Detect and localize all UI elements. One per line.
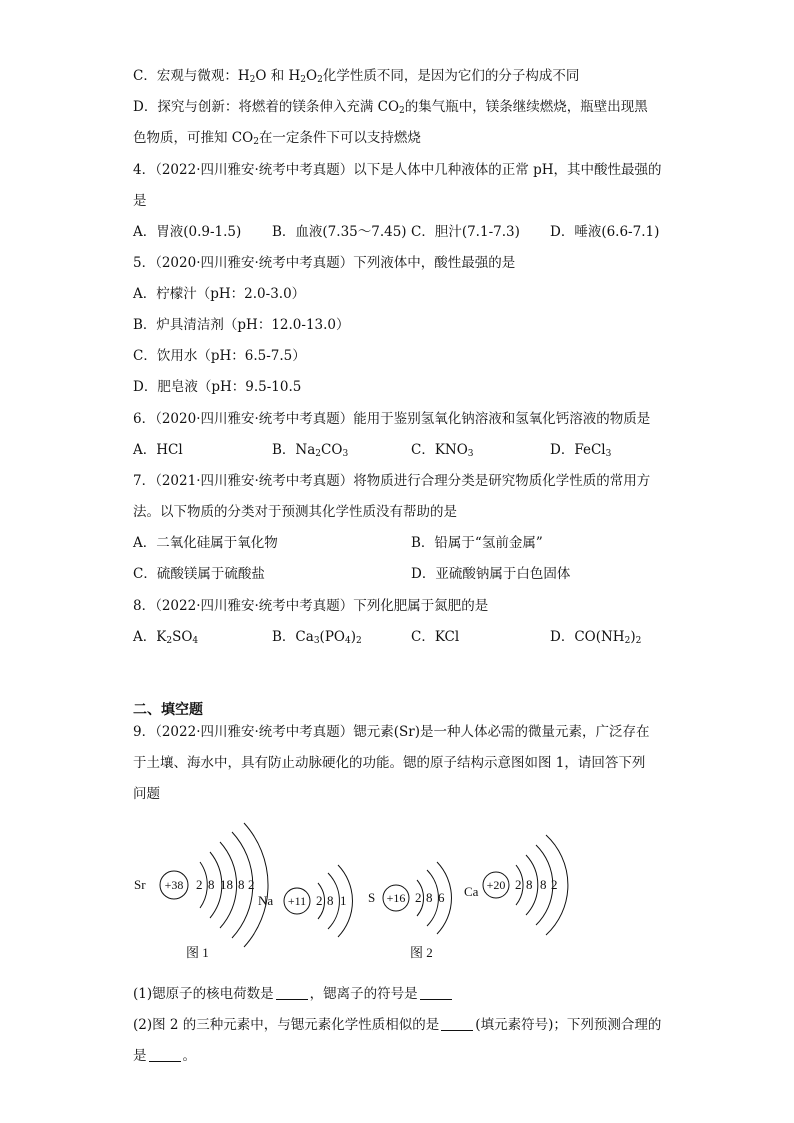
s-shell-electrons-2: 8 — [426, 890, 433, 905]
q8-option-b: B．$Ca_3(PO_4)_2$ — [272, 629, 362, 646]
q7-stem-line1: 7．（2021·四川雅安·统考中考真题）将物质进行合理分类是研究物质化学性质的常用方 — [133, 473, 651, 489]
q4-option-b: B．血液(7.35～7.45) — [272, 224, 407, 240]
q9-stem-line1: 9．（2022·四川雅安·统考中考真题）锶元素(Sr)是一种人体必需的微量元素，广泛存在 — [133, 724, 650, 740]
q3-option-c: C．宏观与微观：$H_2O$ 和 $H_2O_2$化学性质不同，是因为它们的分子构成不同 — [133, 68, 580, 85]
q7-option-a: A．二氧化硅属于氧化物 — [133, 535, 278, 551]
q3-option-d-line1: D．探究与创新：将燃着的镁条伸入充满 $CO_2$的集气瓶中，镁条继续燃烧，瓶壁出现黑 — [133, 99, 648, 116]
ca-nucleus-charge: +20 — [486, 878, 506, 892]
q3-option-d-line2: 色物质，可推知 $CO_2$在一定条件下可以支持燃烧 — [133, 130, 421, 147]
answer-blank-4[interactable] — [149, 1047, 181, 1062]
q9-stem-line3: 问题 — [133, 786, 160, 802]
q9-stem-line2: 于土壤、海水中，具有防止动脉硬化的功能。锶的原子结构示意图如图 1，请回答下列 — [133, 755, 646, 771]
q6-option-b: B．$Na_2CO_3$ — [272, 442, 349, 459]
q8-option-a: A．$K_2SO_4$ — [133, 629, 199, 646]
q5-stem: 5．（2020·四川雅安·统考中考真题）下列液体中，酸性最强的是 — [133, 255, 516, 271]
na-shell-electrons-3: 1 — [340, 893, 347, 908]
q4-stem-line2: 是 — [133, 193, 147, 209]
answer-blank-3[interactable] — [441, 1016, 473, 1031]
s-nucleus-charge: +16 — [386, 891, 406, 905]
ca-shell-electrons-3: 8 — [540, 877, 547, 892]
na-shell-electrons-2: 8 — [327, 893, 334, 908]
q7-option-b: B．铅属于“氢前金属” — [411, 535, 543, 551]
na-nucleus-charge: +11 — [287, 894, 307, 908]
q6-option-a: A．HCl — [133, 442, 183, 458]
ca-shell-electrons-1: 2 — [515, 877, 522, 892]
q4-option-c: C．胆汁(7.1-7.3) — [411, 224, 520, 240]
na-shell-electrons-1: 2 — [316, 893, 323, 908]
q7-option-c: C．硫酸镁属于硫酸盐 — [133, 566, 265, 582]
q9-subquestion-1: (1)锶原子的核电荷数是 ，锶离子的符号是 — [133, 984, 454, 1004]
sr-shell-electrons-1: 2 — [196, 877, 203, 892]
sr-shell-electrons-2: 8 — [208, 877, 215, 892]
q7-stem-line2: 法。以下物质的分类对于预测其化学性质没有帮助的是 — [133, 504, 457, 520]
q4-option-d: D．唾液(6.6-7.1) — [550, 224, 660, 240]
q5-option-c: C．饮用水（pH：6.5-7.5） — [133, 348, 306, 364]
q9-subquestion-2: (2)图 2 的三种元素中，与锶元素化学性质相似的是 (填元素符号)；下列预测合理的 — [133, 1017, 662, 1033]
q8-option-d: D．$CO(NH_2)_2$ — [550, 629, 642, 646]
q6-stem: 6．（2020·四川雅安·统考中考真题）能用于鉴别氢氧化钠溶液和氢氧化钙溶液的物质是 — [133, 411, 651, 427]
q5-option-a: A．柠檬汁（pH：2.0-3.0） — [133, 286, 306, 302]
sr-shell-electrons-5: 2 — [248, 877, 255, 892]
answer-blank-2[interactable] — [420, 985, 452, 1000]
q9-subquestion-2-cont: 是 。 — [133, 1048, 196, 1064]
answer-blank-1[interactable] — [276, 985, 308, 1000]
ca-shell-electrons-4: 2 — [551, 877, 558, 892]
figure-1-label: 图 1 — [186, 945, 209, 960]
q5-option-d: D．肥皂液（pH：9.5-10.5 — [133, 379, 302, 395]
q6-option-c: C．$KNO_3$ — [411, 442, 474, 459]
q8-option-c: C．KCl — [411, 629, 460, 645]
q7-option-d: D．亚硫酸钠属于白色固体 — [411, 566, 571, 582]
q5-option-b: B．炉具清洁剂（pH：12.0-13.0） — [133, 317, 350, 333]
section-heading-fill-in: 二、填空题 — [133, 702, 203, 718]
ca-symbol: Ca — [464, 884, 479, 899]
sr-nucleus-charge: +38 — [164, 878, 184, 892]
q6-option-d: D．FeCl$_3$ — [550, 442, 612, 459]
s-symbol: S — [368, 890, 376, 905]
s-shell-electrons-1: 2 — [415, 890, 422, 905]
sr-shell-electrons-3: 18 — [220, 877, 233, 892]
q4-stem-line1: 4．（2022·四川雅安·统考中考真题）以下是人体中几种液体的正常 pH，其中酸性最强的 — [133, 162, 662, 178]
na-symbol: Na — [258, 893, 274, 908]
atomic-structure-diagram — [120, 815, 580, 970]
q8-stem: 8．（2022·四川雅安·统考中考真题）下列化肥属于氮肥的是 — [133, 598, 489, 614]
s-shell-electrons-3: 6 — [438, 890, 445, 905]
sr-shell-electrons-4: 8 — [238, 877, 245, 892]
ca-shell-electrons-2: 8 — [526, 877, 533, 892]
q4-option-a: A．胃液(0.9-1.5) — [133, 224, 242, 240]
sr-symbol: Sr — [134, 877, 146, 892]
figure-2-label: 图 2 — [410, 945, 433, 960]
